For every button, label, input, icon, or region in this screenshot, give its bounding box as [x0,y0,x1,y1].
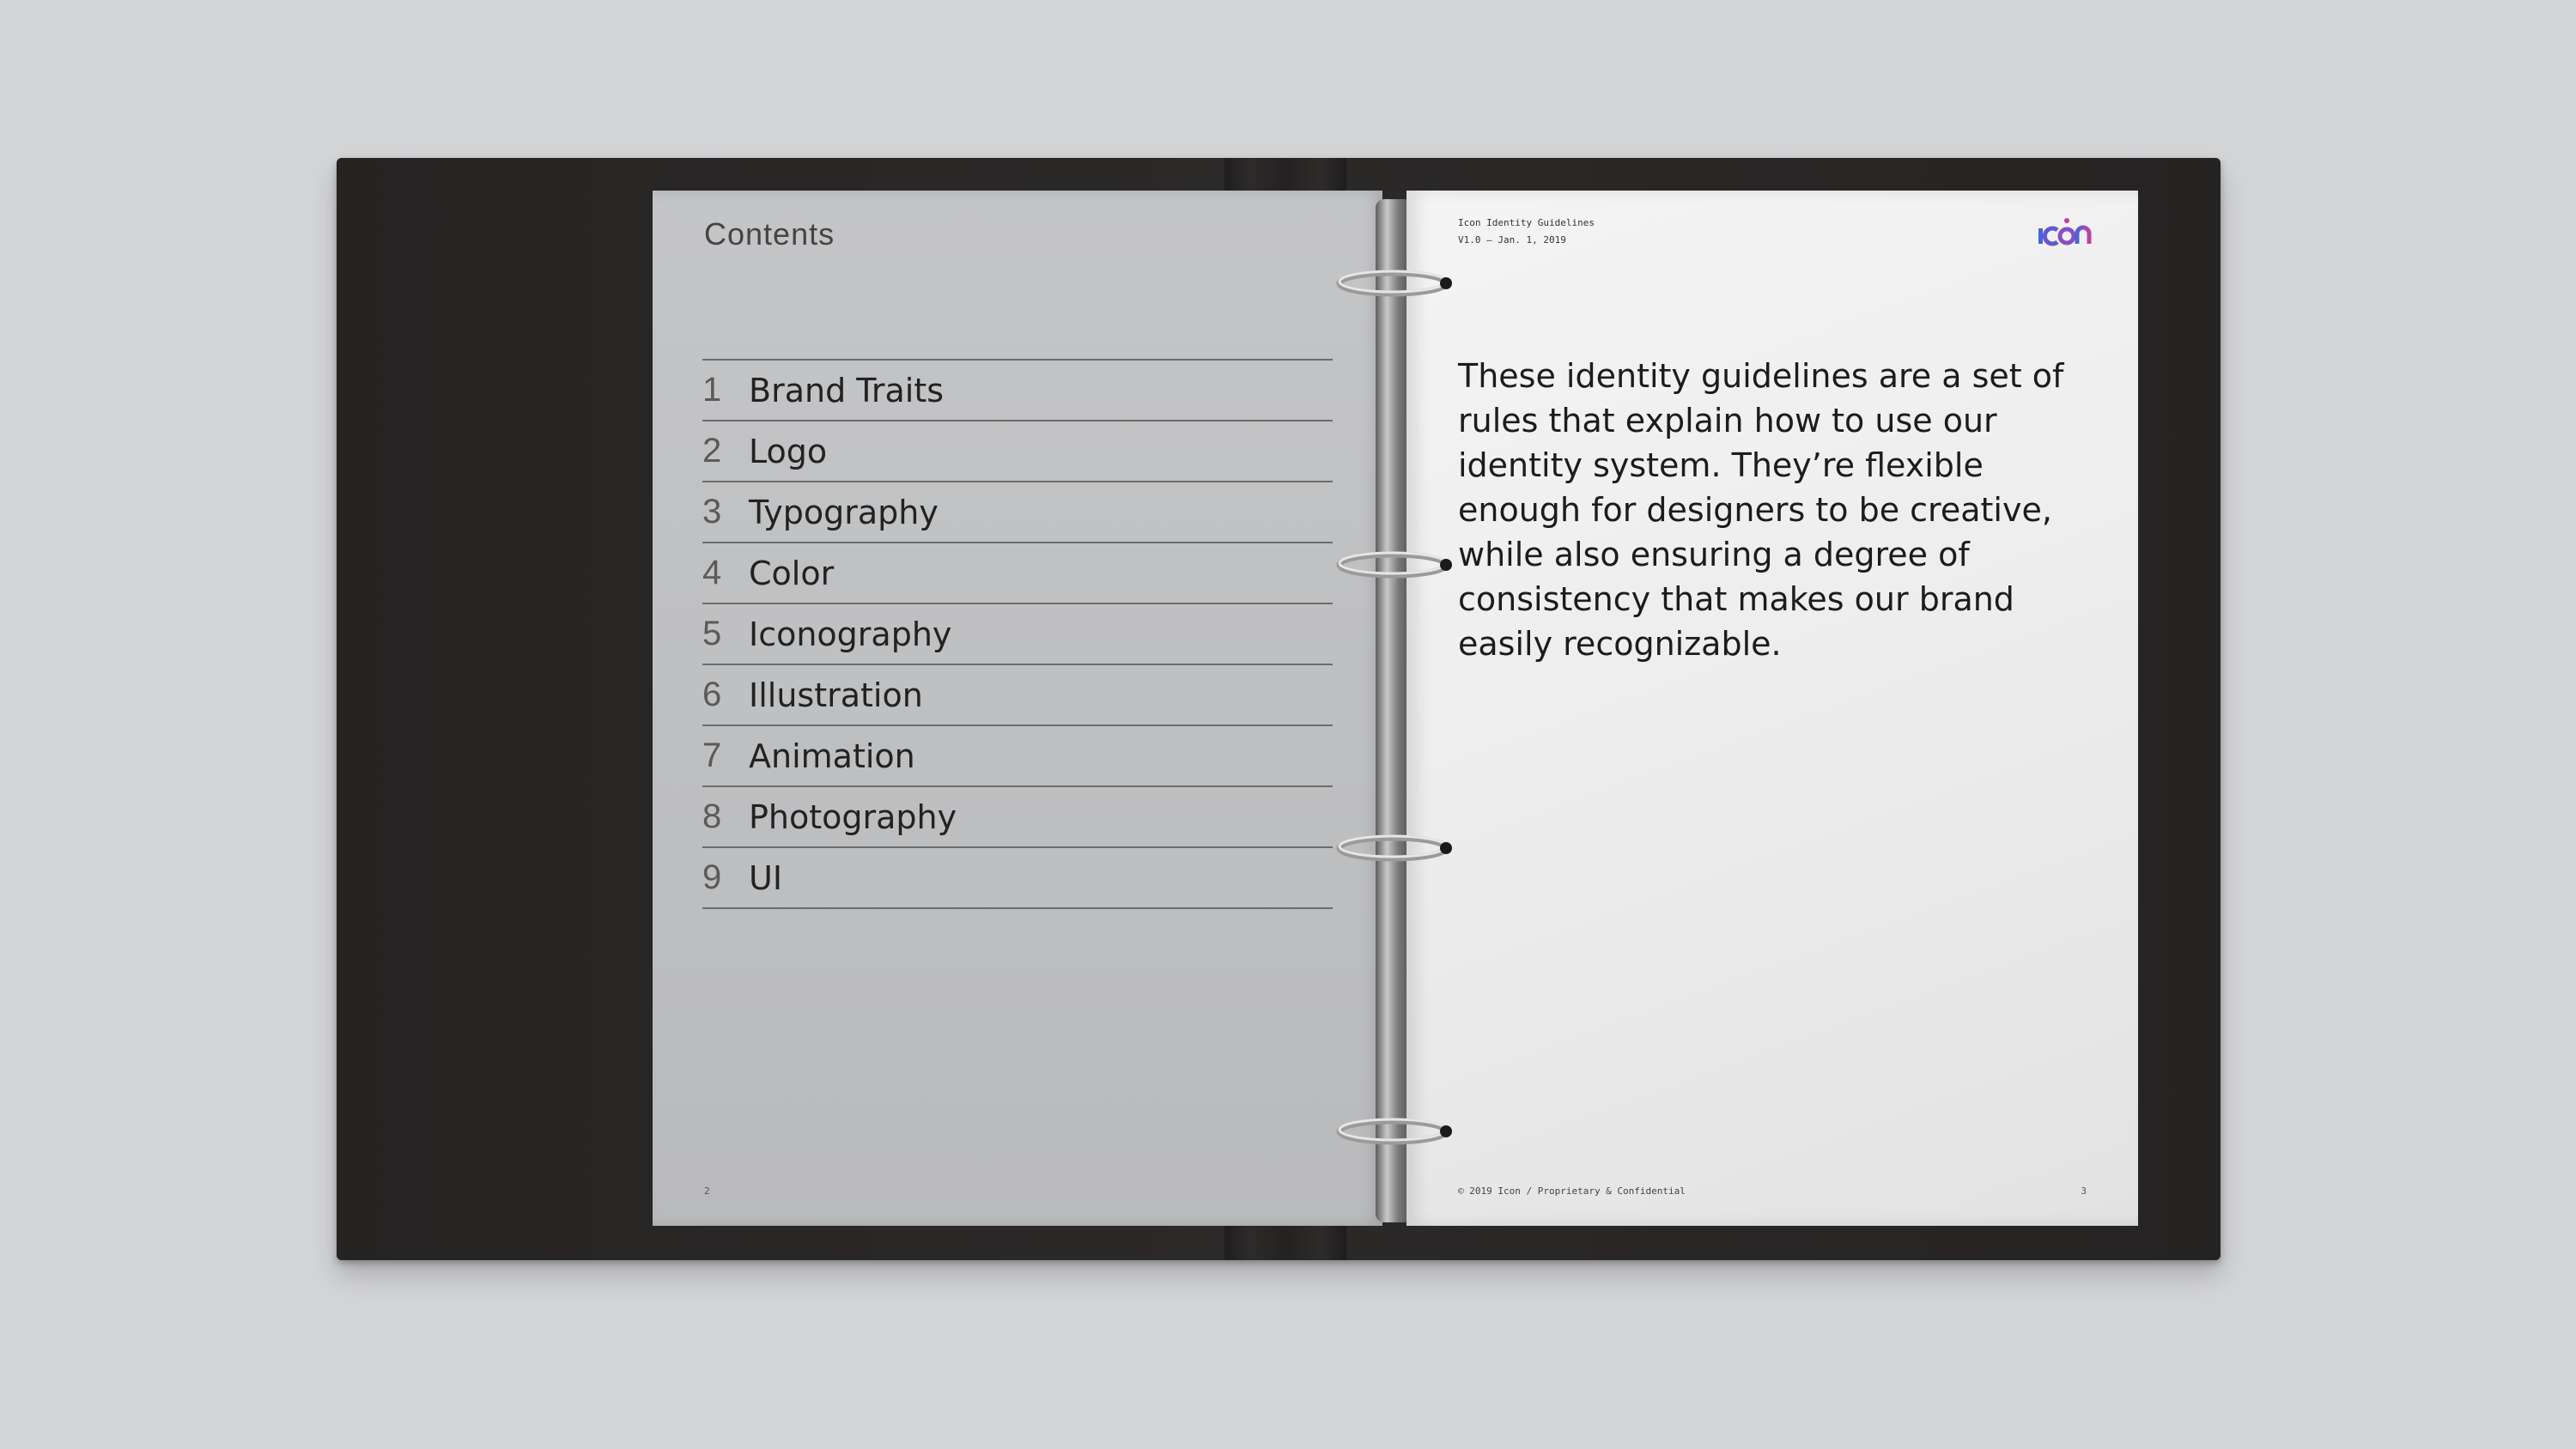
toc-number: 9 [702,858,722,896]
toc-number: 7 [702,737,722,774]
copyright-footer: © 2019 Icon / Proprietary & Confidential [1458,1185,1686,1197]
toc-label: Animation [749,737,915,775]
document-version: V1.0 — Jan. 1, 2019 [1458,234,1566,246]
toc-label: Photography [749,797,957,836]
icon-brand-logo [2037,213,2092,251]
toc-item [702,664,1333,724]
toc-label: Color [749,554,835,592]
binder-ring [1333,264,1453,302]
toc-item [702,846,1333,909]
toc-label: Illustration [749,676,923,714]
binder-ring [1333,546,1453,584]
toc-number: 4 [702,554,722,591]
toc-item [702,785,1333,846]
toc-item [702,542,1333,603]
document-title: Icon Identity Guidelines [1458,217,1595,228]
left-page [653,191,1382,1226]
toc-number: 1 [702,371,722,409]
binder-ring [1333,829,1453,867]
toc-label: Logo [749,432,828,470]
toc-label: Iconography [749,615,952,653]
document-header [1458,215,1595,249]
toc-number: 3 [702,493,722,530]
toc-number: 5 [702,615,722,652]
table-of-contents [702,359,1333,909]
toc-number: 2 [702,432,722,470]
toc-number: 8 [702,797,722,835]
page-number: 3 [2081,1185,2087,1197]
toc-label: UI [749,858,783,897]
binder-ring [1333,1113,1453,1150]
toc-item [702,724,1333,785]
right-page [1406,191,2138,1226]
toc-item [702,603,1333,664]
intro-paragraph: These identity guidelines are a set of rules that explain how to use our identity system. They’re flexible enough for designers to be creative, while also ensuring a degree of consistency that makes our brand easily recognizable. [1458,357,2064,663]
toc-item [702,481,1333,542]
toc-number: 6 [702,676,722,713]
toc-item [702,420,1333,481]
toc-label: Typography [749,493,939,531]
contents-title: Contents [704,216,835,252]
toc-item [702,359,1333,420]
toc-label: Brand Traits [749,371,945,409]
page-number: 2 [704,1185,710,1197]
